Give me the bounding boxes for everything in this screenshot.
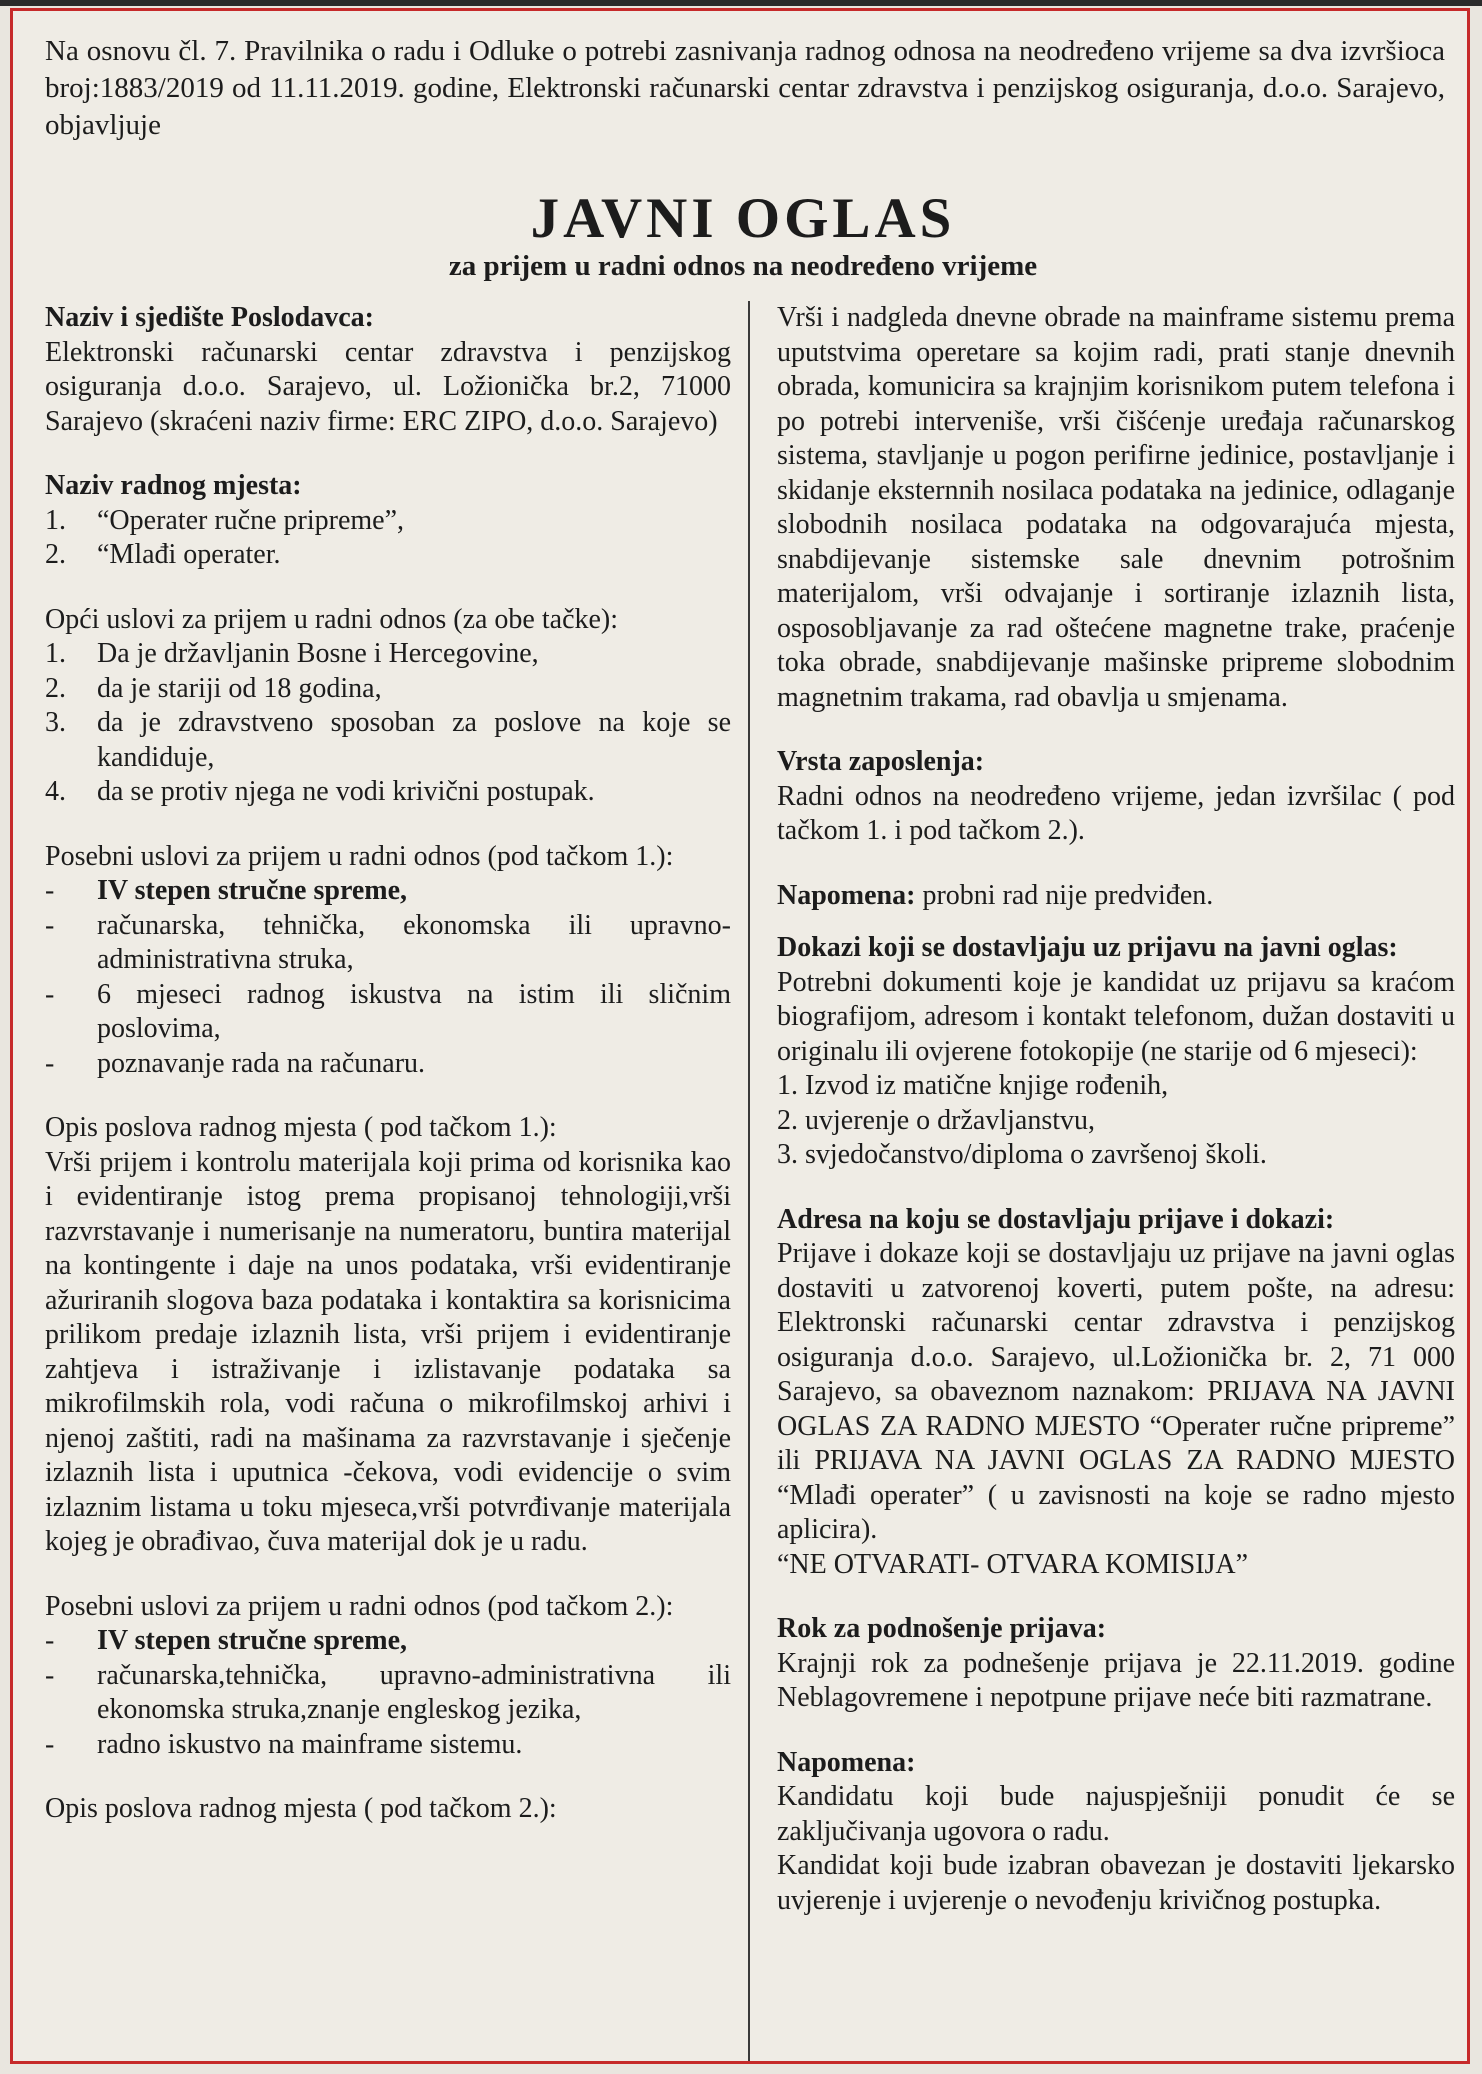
documents-section <box>777 931 1455 1173</box>
list-item <box>45 909 731 978</box>
job-description-2-text: Vrši i nadgleda dnevne obrade na mainframe sistemu prema uputstvima operetare sa kojim radi, prati stanje dnevnih obrada, komunicira sa krajnjim korisnikom putem telefona i po potrebi interveniše, vrši čišćenje uređaja računarskog sistema, stavljanje u pogon perifirne jedinice, postavljanje i skidanje eksternnih nosilaca podataka na jedinice, odlaganje slobodnih nosilaca podataka na odgovarajuća mjesta, snabdijevanje sistemske sale dnevnim potrošnim materijalom, vrši odvajanje i sortiranje izlaznih lista, osposobljavanje za rad oštećene magnetne trake, praćenje toka obrade, snabdijevanje mašinske pripreme slobodnim magnetnim trakama, rad obavlja u smjenama. <box>777 302 1455 713</box>
list-item <box>45 1624 731 1659</box>
deadline-text: Krajnji rok za podnešenje prijava je 22.11.2019. godine Neblagovremene i nepotpune prijave neće biti razmatrane. <box>777 1647 1455 1713</box>
documents-text: Potrebni dokumenti koje je kandidat uz prijavu sa kraćom biografijom, adresom i kontakt telefonom, dužan dostaviti u originalu ili ovjerene fotokopije (ne starije od 6 mjeseci): <box>777 966 1455 1067</box>
right-column <box>777 301 1455 1948</box>
employer-section <box>45 301 731 439</box>
list-marker: 4. <box>45 776 66 807</box>
list-item: 2. uvjerenje o državljanstvu, <box>777 1104 1096 1136</box>
list-text: da se protiv njega ne vodi krivični postupak. <box>97 776 595 807</box>
job-description-1-text: Vrši prijem i kontrolu materijala koji prima od korisnika kao i evidentiranje istog prema propisanoj tehnologiji,vrši razvrstavanje i numerisanje na numeratoru, buntira materijal na kontingente i daje na unos podataka, vrši evidentiranje ažuriranih slogova baza podataka i kontaktira sa korisnicima prilikom predaje izlaznih lista, vrši prijem i evidentiranje zahtjeva i istraživanje i izlistavanje podataka sa mikrofilmskih rola, vodi računa o mikrofilmskoj arhivi i njenoj zaštiti, radi na mašinama za razvrstavanje i sječenje izlaznih lista i uputnica -čekova, vodi evidencije o svim izlaznim listama u toku mjeseca,vrši potvrđivanje materijala kojeg je obrađivao, čuva materijal dok je u radu. <box>45 1146 731 1557</box>
list-text: radno iskustvo na mainframe sistemu. <box>97 1728 523 1760</box>
list-text: računarska, tehnička, ekonomska ili upravno-administrativna struka, <box>97 909 731 975</box>
general-conditions-section <box>45 603 731 810</box>
special-conditions-1-heading: Posebni uslovi za prijem u radni odnos (pod tačkom 1.): <box>45 840 674 872</box>
list-item <box>45 1659 731 1728</box>
address-text: Prijave i dokaze koji se dostavljaju uz prijave na javni oglas dostaviti u zatvorenoj koverti, putem pošte, na adresu: Elektronski računarski centar zdravstva i penzijskog osiguranja d.o.o. Sarajevo, ul.Ložionička br. 2, 71 000 Sarajevo, sa obaveznom naznakom: PRIJAVA NA JAVNI OGLAS ZA RADNO MJESTO “Operater ručne pripreme” ili PRIJAVA NA JAVNI OGLAS ZA RADNO MJESTO “Mlađi operater” ( u zavisnosti na koje se radno mjesto aplicira). <box>777 1238 1455 1545</box>
general-conditions-heading: Opći uslovi za prijem u radni odnos (za obe tačke): <box>45 603 619 635</box>
employment-type-heading: Vrsta zaposlenja: <box>777 746 985 777</box>
special-conditions-2-section <box>45 1590 731 1763</box>
position-section <box>45 469 731 573</box>
special-conditions-1-section <box>45 840 731 1082</box>
top-border <box>0 0 1482 6</box>
employment-type-section <box>777 745 1455 849</box>
employer-heading: Naziv i sjedište Poslodavca: <box>45 302 374 333</box>
list-item <box>45 672 731 707</box>
list-item: 3. svjedočanstvo/diploma o završenoj školi. <box>777 1139 1267 1170</box>
note2-text-2: Kandidat koji bude izabran obavezan je dostaviti ljekarsko uvjerenje i uvjerenje o nevođenju krivičnog postupka. <box>777 1850 1455 1916</box>
list-text: Da je državljanin Bosne i Hercegovine, <box>97 638 539 669</box>
list-item <box>45 874 731 909</box>
note2-heading: Napomena: <box>777 1746 916 1778</box>
list-marker: - <box>45 1659 55 1691</box>
list-item <box>45 637 731 672</box>
list-text: IV stepen stručne spreme, <box>97 1625 408 1656</box>
special-conditions-2-list <box>45 1624 731 1762</box>
address-mark: “NE OTVARATI- OTVARA KOMISIJA” <box>777 1548 1249 1580</box>
list-marker: - <box>45 1728 55 1760</box>
page-title: JAVNI OGLAS <box>530 187 956 250</box>
list-item <box>45 1047 731 1082</box>
deadline-section <box>777 1612 1455 1716</box>
list-item: 1. Izvod iz matične knjige rođenih, <box>777 1070 1169 1101</box>
list-text: “Operater ručne pripreme”, <box>97 504 405 536</box>
employment-type-text: Radni odnos na neodređeno vrijeme, jedan izvršilac ( pod tačkom 1. i pod tačkom 2.). <box>777 780 1455 846</box>
position-list <box>45 504 731 573</box>
list-item <box>45 978 731 1047</box>
list-item <box>45 706 731 775</box>
job-description-1-heading: Opis poslova radnog mjesta ( pod tačkom 1.): <box>45 1112 557 1143</box>
address-section <box>777 1203 1455 1583</box>
list-text: IV stepen stručne spreme, <box>97 875 408 906</box>
documents-heading: Dokazi koji se dostavljaju uz prijavu na javni oglas: <box>777 932 1398 963</box>
list-marker: - <box>45 1047 55 1079</box>
list-marker: 2. <box>45 672 66 704</box>
list-item <box>45 538 731 573</box>
list-marker: 3. <box>45 707 66 738</box>
list-item <box>45 775 731 810</box>
list-text: da je stariji od 18 godina, <box>97 672 382 704</box>
job-description-1-section <box>45 1111 731 1560</box>
deadline-heading: Rok za podnošenje prijava: <box>777 1613 1107 1644</box>
list-text: da je zdravstveno sposoban za poslove na koje se kandiduje, <box>97 707 731 773</box>
note2-section <box>777 1746 1455 1919</box>
general-conditions-list <box>45 637 731 810</box>
column-divider <box>748 301 750 2061</box>
list-text: 6 mjeseci radnog iskustva na istim ili sličnim poslovima, <box>97 978 731 1044</box>
list-item <box>45 1728 731 1763</box>
note2-text-1: Kandidatu koji bude najuspješniji ponudit će se zaključivanja ugovora o radu. <box>777 1781 1455 1847</box>
note-section <box>777 879 1455 914</box>
announcement-page <box>10 8 1470 2064</box>
list-text: računarska,tehnička, upravno-administrativna ili ekonomska struka,znanje engleskog jezika, <box>97 1659 731 1725</box>
special-conditions-1-list <box>45 874 731 1081</box>
list-marker: - <box>45 909 55 941</box>
list-marker: - <box>45 978 55 1010</box>
address-heading: Adresa na koju se dostavljaju prijave i dokazi: <box>777 1203 1335 1235</box>
job-description-2-heading: Opis poslova radnog mjesta ( pod tačkom 2.): <box>45 1793 557 1824</box>
special-conditions-2-heading: Posebni uslovi za prijem u radni odnos (pod tačkom 2.): <box>45 1590 674 1622</box>
page-subtitle: za prijem u radni odnos na neodređeno vrijeme <box>448 250 1038 282</box>
list-marker: - <box>45 875 55 906</box>
job-description-2-heading-section <box>45 1792 731 1827</box>
list-marker: - <box>45 1625 55 1656</box>
note-text: probni rad nije predviđen. <box>922 879 1214 911</box>
list-text: poznavanje rada na računaru. <box>97 1047 426 1079</box>
list-text: “Mlađi operater. <box>97 539 281 570</box>
employer-text: Elektronski računarski centar zdravstva i penzijskog osiguranja d.o.o. Sarajevo, ul. Ložionička br.2, 71000 Sarajevo (skraćeni naziv firme: ERC ZIPO, d.o.o. Sarajevo) <box>45 336 731 437</box>
list-marker: 1. <box>45 638 66 669</box>
position-heading: Naziv radnog mjesta: <box>45 470 302 501</box>
intro-paragraph: Na osnovu čl. 7. Pravilnika o radu i Odluke o potrebi zasnivanja radnog odnosa na neodređeno vrijeme sa dva izvršioca broj:1883/2019 od 11.11.2019. godine, Elektronski računarski centar zdravstva i penzijskog osiguranja, d.o.o. Sarajevo, objavljuje <box>45 35 1445 141</box>
list-item <box>45 504 731 539</box>
left-column <box>45 301 731 1857</box>
list-marker: 2. <box>45 539 66 570</box>
job-description-2-section <box>777 301 1455 715</box>
list-marker: 1. <box>45 504 66 536</box>
note-label: Napomena: <box>777 879 916 911</box>
